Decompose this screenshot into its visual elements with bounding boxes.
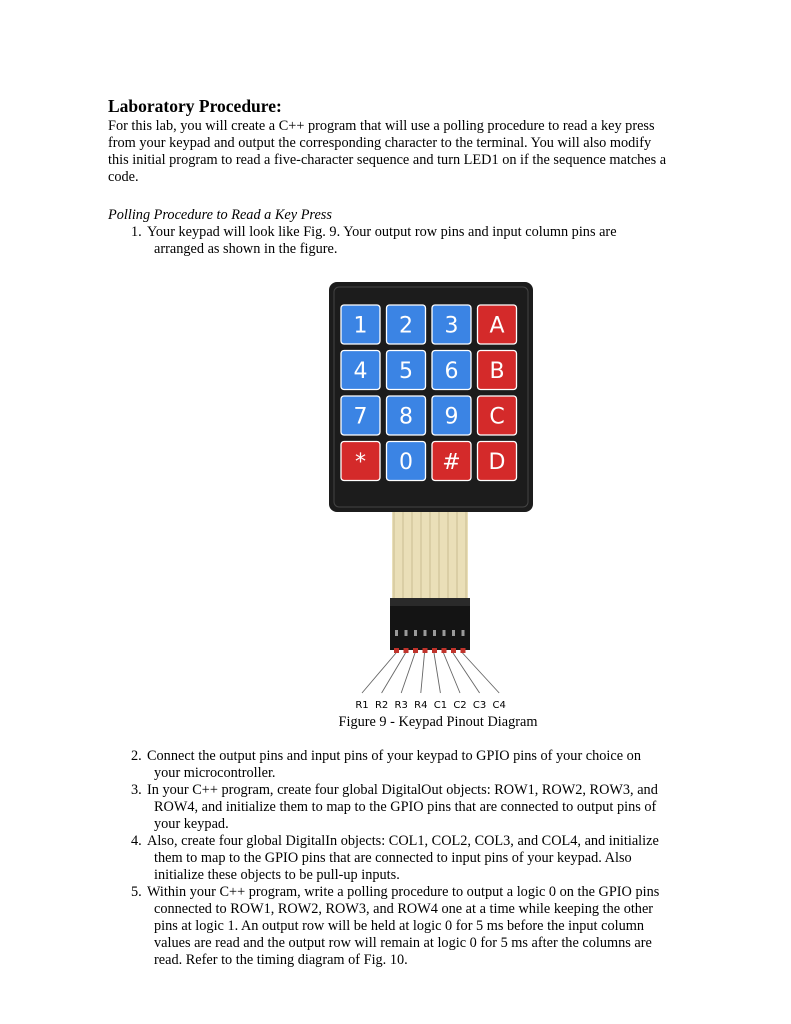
connector-pin-slot (443, 630, 446, 636)
key-label: 1 (353, 313, 368, 339)
connector-pin-end (461, 648, 466, 653)
key-label: D (488, 450, 506, 475)
key-label: C (489, 404, 505, 430)
key-label: 6 (444, 359, 459, 384)
pin-label-c3: C3 (472, 700, 487, 711)
keypad-figure (280, 278, 580, 714)
connector-pin-slot (395, 630, 398, 636)
subheading: Polling Procedure to Read a Key Press (108, 207, 332, 223)
pin-label-r4: R4 (414, 700, 428, 711)
pin-labels (355, 700, 506, 711)
connector-pin-slot (433, 630, 436, 636)
connector-pin-slot (405, 630, 408, 636)
step-text: them to map to the GPIO pins that are connected to input pins of your keypad. Also (154, 850, 632, 866)
key-label: 4 (353, 359, 368, 384)
intro-paragraph (108, 118, 728, 186)
key-label: 3 (444, 313, 459, 339)
section-heading: Laboratory Procedure: (108, 96, 282, 116)
connector-pin-end (432, 648, 437, 653)
intro-line: from your keypad and output the corresponding character to the terminal. You will also modify (108, 135, 652, 151)
pin-lead (362, 653, 396, 693)
key-label: # (442, 450, 461, 475)
step-number: 5. (131, 884, 142, 900)
pin-label-r3: R3 (394, 700, 408, 711)
step-1 (131, 224, 731, 258)
key-label: B (489, 359, 505, 384)
step-text: your keypad. (154, 816, 229, 832)
pin-lead (421, 653, 425, 693)
key-label: 7 (353, 404, 368, 430)
step-text: pins at logic 1. An output row will be held at logic 0 for 5 ms before the input column (154, 918, 644, 934)
pin-label-r1: R1 (355, 700, 369, 711)
pin-lead (401, 653, 415, 693)
connector-pin-slot (424, 630, 427, 636)
step-number: 3. (131, 782, 142, 798)
pin-label-c4: C4 (492, 700, 506, 711)
step-text: Also, create four global DigitalIn objects: COL1, COL2, COL3, and COL4, and initialize (147, 833, 659, 849)
key-label: 9 (444, 404, 459, 430)
step-number: 1. (131, 224, 142, 240)
step-text: connected to ROW1, ROW2, ROW3, and ROW4 one at a time while keeping the other (154, 901, 654, 917)
key-label: 0 (399, 450, 413, 475)
step-text: arranged as shown in the figure. (154, 241, 338, 257)
pin-lead (463, 653, 500, 693)
key-label: 8 (399, 404, 413, 430)
pin-leads (362, 653, 499, 693)
figure-caption: Figure 9 - Keypad Pinout Diagram (338, 714, 538, 730)
connector-pin-end (413, 648, 418, 653)
step-text: In your C++ program, create four global DigitalOut objects: ROW1, ROW2, ROW3, and (147, 782, 658, 798)
pin-label-c1: C1 (433, 700, 448, 711)
pin-lead (382, 653, 406, 693)
pin-lead (453, 653, 480, 693)
key-label: 2 (399, 313, 413, 339)
step-text: Connect the output pins and input pins of your keypad to GPIO pins of your choice on (147, 748, 641, 764)
pin-lead (434, 653, 440, 693)
step-text: ROW4, and initialize them to map to the GPIO pins that are connected to output pins of (154, 799, 657, 815)
connector-pin-end (423, 648, 428, 653)
connector-pin-end (451, 648, 456, 653)
step-text: values are read and the output row will remain at logic 0 for 5 ms after the columns are (154, 935, 652, 951)
step-4 (131, 833, 731, 884)
connector-pin-end (404, 648, 409, 653)
step-text: read. Refer to the timing diagram of Fig. 10. (154, 952, 408, 968)
key-label: A (489, 313, 505, 339)
step-2 (131, 748, 731, 782)
step-text: Within your C++ program, write a polling procedure to output a logic 0 on the GPIO pins (147, 884, 660, 900)
key-label: * (355, 450, 366, 475)
pin-label-c2: C2 (453, 700, 467, 711)
connector-top (390, 598, 470, 606)
step-number: 2. (131, 748, 142, 764)
pin-label-r2: R2 (374, 700, 389, 711)
intro-line: this initial program to read a five-character sequence and turn LED1 on if the sequence matches a (108, 152, 667, 168)
step-text: Your keypad will look like Fig. 9. Your output row pins and input column pins are (147, 224, 617, 240)
connector-pin-end (394, 648, 399, 653)
step-text: your microcontroller. (154, 765, 276, 781)
step-text: initialize these objects to be pull-up inputs. (154, 867, 400, 883)
connector-pin-end (442, 648, 447, 653)
keypad-diagram (280, 278, 580, 714)
intro-line: code. (108, 169, 139, 185)
connector-pin-slot (414, 630, 417, 636)
intro-line: For this lab, you will create a C++ program that will use a polling procedure to read a key press (108, 118, 655, 134)
connector-pin-slot (462, 630, 465, 636)
step-3 (131, 782, 731, 833)
key-label: 5 (399, 359, 413, 384)
step-5 (131, 884, 731, 969)
step-number: 4. (131, 833, 142, 849)
connector-pin-slot (452, 630, 455, 636)
